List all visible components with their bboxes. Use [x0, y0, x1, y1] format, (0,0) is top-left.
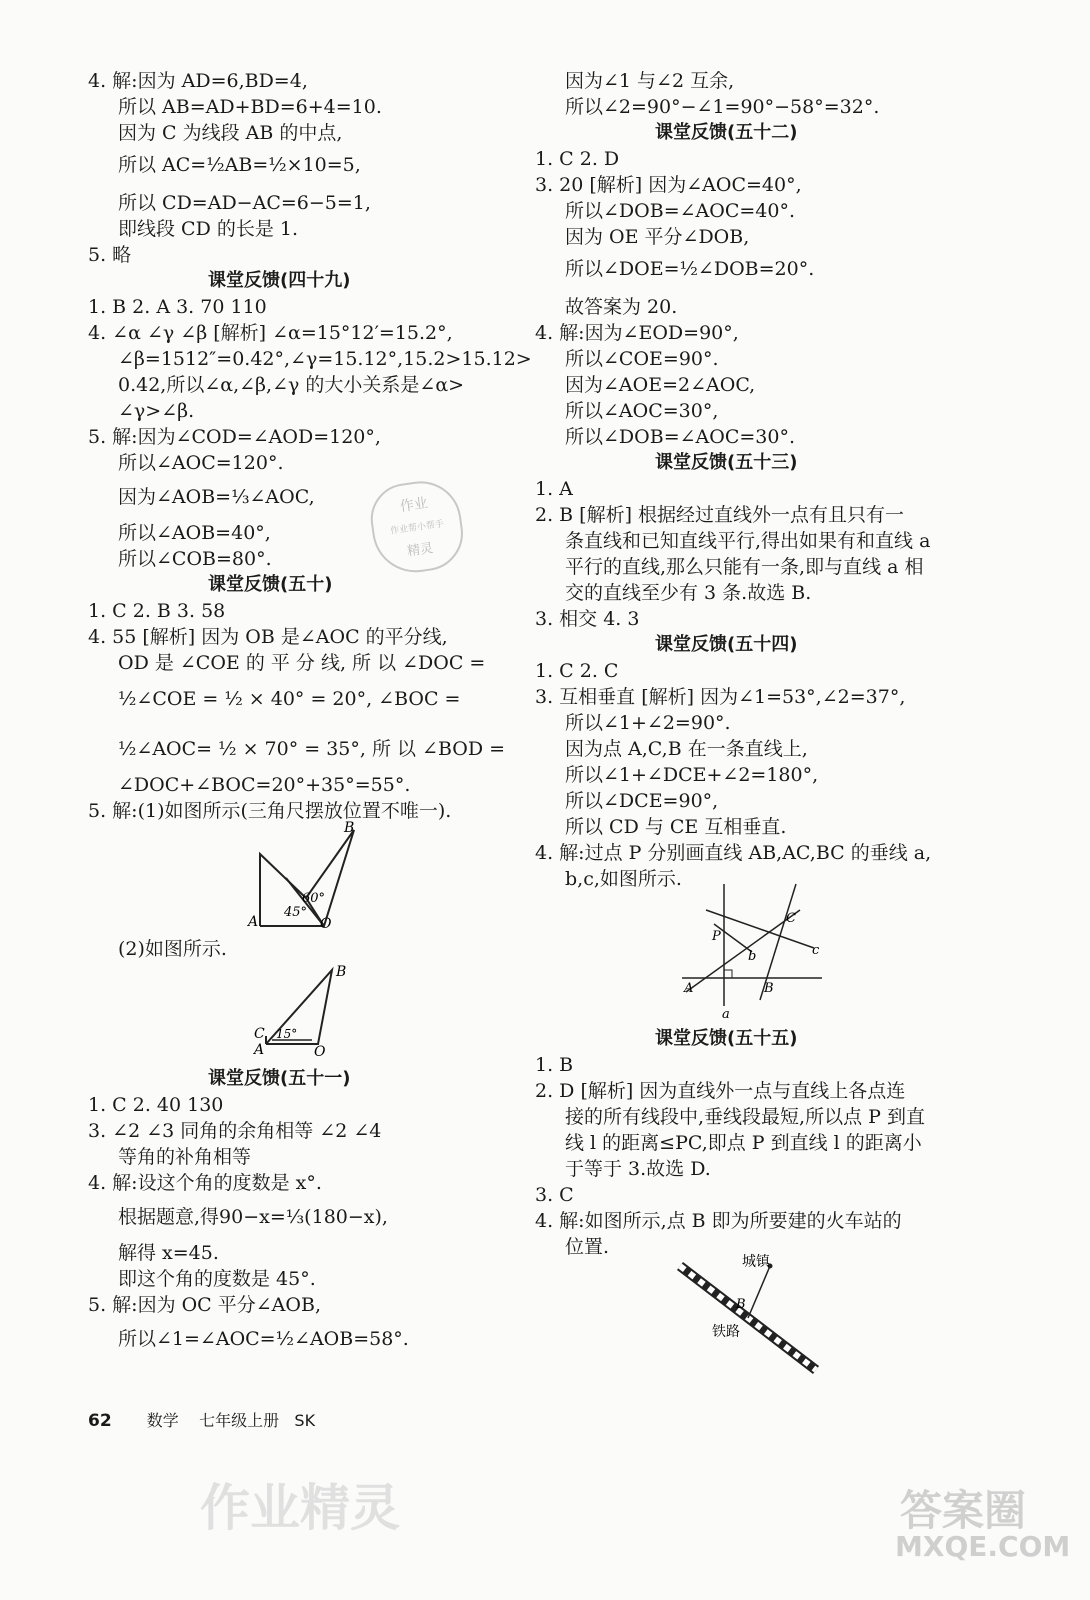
fig1-label-a: A	[248, 914, 259, 930]
text-line: 4. 解:设这个角的度数是 x°.	[88, 1172, 322, 1194]
text-line: 因为∠1 与∠2 互余,	[565, 70, 735, 92]
footer-subject: 数学	[146, 1411, 179, 1430]
text-line: 所以∠1+∠DCE+∠2=180°,	[565, 764, 819, 786]
text-line: 接的所有线段中,垂线段最短,所以点 P 到直	[565, 1106, 925, 1128]
text-line: 等角的补角相等	[118, 1146, 252, 1168]
text-line: 即线段 CD 的长是 1.	[118, 218, 299, 240]
text-line: 1. C 2. B 3. 58	[88, 600, 226, 622]
text-line: 解得 x=45.	[118, 1242, 219, 1264]
text-line: 因为 OE 平分∠DOB,	[565, 226, 750, 248]
footer-edition: SK	[294, 1411, 316, 1430]
text-line: 位置.	[565, 1236, 610, 1258]
text-line: 所以 CD 与 CE 互相垂直.	[565, 816, 787, 838]
text-line: 1. C 2. 40 130	[88, 1094, 224, 1116]
section-heading: 课堂反馈(五十四)	[655, 634, 798, 655]
fig3-label-b-point: B	[764, 981, 774, 996]
text-line: 所以∠DOE=½∠DOB=20°.	[565, 258, 815, 280]
fig4-label-b: B	[736, 1297, 746, 1312]
text-line: 所以∠COE=90°.	[565, 348, 719, 370]
text-line: 所以∠COB=80°.	[118, 548, 272, 570]
text-line: 所以∠AOC=120°.	[118, 452, 284, 474]
section-heading: 课堂反馈(五十三)	[655, 452, 798, 473]
text-line: b,c,如图所示.	[565, 868, 682, 890]
text-line: 因为∠AOB=⅓∠AOC,	[118, 486, 315, 508]
text-line: ∠γ>∠β.	[118, 400, 195, 422]
text-line: 4. 解:因为 AD=6,BD=4,	[88, 70, 308, 92]
text-line: 所以∠AOB=40°,	[118, 522, 271, 544]
text-line: 交的直线至少有 3 条.故选 B.	[565, 582, 812, 604]
text-line: 于等于 3.故选 D.	[565, 1158, 711, 1180]
figure-railway	[672, 1252, 832, 1382]
text-line: 因为∠AOE=2∠AOC,	[565, 374, 756, 396]
section-heading: 课堂反馈(五十二)	[655, 122, 798, 143]
text-line: 1. C 2. C	[535, 660, 619, 682]
fig1-label-45: 45°	[284, 905, 308, 920]
text-line: 2. D [解析] 因为直线外一点与直线上各点连	[535, 1080, 906, 1102]
text-line: 根据题意,得90−x=⅓(180−x),	[118, 1206, 388, 1228]
text-line: 1. A	[535, 478, 573, 500]
text-line: 2. B [解析] 根据经过直线外一点有且只有一	[535, 504, 905, 526]
text-line: 5. 解:(1)如图所示(三角尺摆放位置不唯一).	[88, 800, 452, 822]
fig3-label-b-line: b	[748, 949, 757, 964]
text-line: 3. 相交 4. 3	[535, 608, 640, 630]
fig2-label-a: A	[254, 1042, 265, 1058]
text-line: 所以 AB=AD+BD=6+4=10.	[118, 96, 382, 118]
footer-grade: 七年级上册	[199, 1411, 280, 1430]
text-line: 条直线和已知直线平行,得出如果有和直线 a	[565, 530, 931, 552]
text-line: (2)如图所示.	[118, 938, 227, 960]
fig3-label-c-point: C	[786, 911, 796, 926]
watermark-bottom: 作业精灵	[200, 1479, 400, 1537]
text-line: 4. 解:因为∠EOD=90°,	[535, 322, 739, 344]
fig4-label-railway: 铁路	[712, 1324, 740, 1340]
text-line: 即这个角的度数是 45°.	[118, 1268, 316, 1290]
text-line: 所以∠1=∠AOC=½∠AOB=58°.	[118, 1328, 409, 1350]
watermark-site: MXQE.COM	[895, 1530, 1071, 1563]
text-line: 所以∠1+∠2=90°.	[565, 712, 731, 734]
fig1-label-60: 60°	[302, 891, 326, 906]
text-line: ∠β=1512″=0.42°,∠γ=15.12°,15.2>15.12>	[118, 348, 532, 370]
section-heading: 课堂反馈(五十一)	[208, 1068, 351, 1089]
figure-set-square-1	[246, 818, 366, 930]
section-heading: 课堂反馈(五十)	[208, 574, 333, 595]
text-line: 3. C	[535, 1184, 574, 1206]
fig2-label-b: B	[336, 964, 347, 980]
text-line: 4. 55 [解析] 因为 OB 是∠AOC 的平分线,	[88, 626, 448, 648]
text-line: 1. C 2. D	[535, 148, 620, 170]
text-line: 所以∠DCE=90°,	[565, 790, 719, 812]
text-line: 0.42,所以∠α,∠β,∠γ 的大小关系是∠α>	[118, 374, 465, 396]
watermark-corner: 答案圈	[900, 1486, 1027, 1535]
text-line: 所以∠2=90°−∠1=90°−58°=32°.	[565, 96, 880, 118]
text-line: 4. 解:过点 P 分别画直线 AB,AC,BC 的垂线 a,	[535, 842, 932, 864]
text-line: ½∠AOC= ½ × 70° = 35°, 所 以 ∠BOD =	[118, 738, 506, 760]
fig3-label-a-point: A	[684, 981, 694, 996]
text-line: 因为 C 为线段 AB 的中点,	[118, 122, 343, 144]
fig2-label-o: O	[314, 1044, 326, 1060]
fig3-label-a-line: a	[722, 1007, 730, 1020]
text-line: 因为点 A,C,B 在一条直线上,	[565, 738, 808, 760]
text-line: 所以∠DOB=∠AOC=30°.	[565, 426, 796, 448]
fig1-label-o: O	[320, 916, 332, 930]
section-heading: 课堂反馈(五十五)	[655, 1028, 798, 1049]
figure-perpendiculars	[676, 880, 826, 1020]
text-line: 4. 解:如图所示,点 B 即为所要建的火车站的	[535, 1210, 902, 1232]
text-line: 所以∠DOB=∠AOC=40°.	[565, 200, 796, 222]
fig1-label-b: B	[344, 820, 355, 836]
figure-set-square-2	[252, 960, 352, 1060]
fig3-label-p: P	[712, 929, 721, 944]
fig2-label-c: C	[254, 1026, 265, 1042]
fig3-label-c-line: c	[812, 943, 820, 958]
page-footer	[88, 1408, 315, 1431]
text-line: 3. 互相垂直 [解析] 因为∠1=53°,∠2=37°,	[535, 686, 906, 708]
page-number: 62	[88, 1411, 112, 1431]
text-line: 1. B 2. A 3. 70 110	[88, 296, 267, 318]
text-line: 故答案为 20.	[565, 296, 678, 318]
fig2-label-15: 15°	[276, 1027, 298, 1041]
text-line: 4. ∠α ∠γ ∠β [解析] ∠α=15°12′=15.2°,	[88, 322, 453, 344]
text-line: 平行的直线,那么只能有一条,即与直线 a 相	[565, 556, 924, 578]
text-line: 5. 解:因为 OC 平分∠AOB,	[88, 1294, 321, 1316]
section-heading: 课堂反馈(四十九)	[208, 270, 351, 291]
fig4-label-town: 城镇	[742, 1254, 770, 1270]
text-line: 所以 AC=½AB=½×10=5,	[118, 154, 361, 176]
watermark-stamp: 作业 作业帮小帮手 精灵	[366, 476, 468, 578]
text-line: 所以∠AOC=30°,	[565, 400, 719, 422]
text-line: OD 是 ∠COE 的 平 分 线, 所 以 ∠DOC =	[118, 652, 486, 674]
text-line: ½∠COE = ½ × 40° = 20°, ∠BOC =	[118, 688, 461, 710]
text-line: 所以 CD=AD−AC=6−5=1,	[118, 192, 371, 214]
text-line: 3. ∠2 ∠3 同角的余角相等 ∠2 ∠4	[88, 1120, 382, 1142]
text-line: ∠DOC+∠BOC=20°+35°=55°.	[118, 774, 411, 796]
text-line: 3. 20 [解析] 因为∠AOC=40°,	[535, 174, 802, 196]
text-line: 1. B	[535, 1054, 574, 1076]
text-line: 5. 解:因为∠COD=∠AOD=120°,	[88, 426, 381, 448]
text-line: 线 l 的距离≤PC,即点 P 到直线 l 的距离小	[565, 1132, 922, 1154]
text-line: 5. 略	[88, 244, 132, 266]
